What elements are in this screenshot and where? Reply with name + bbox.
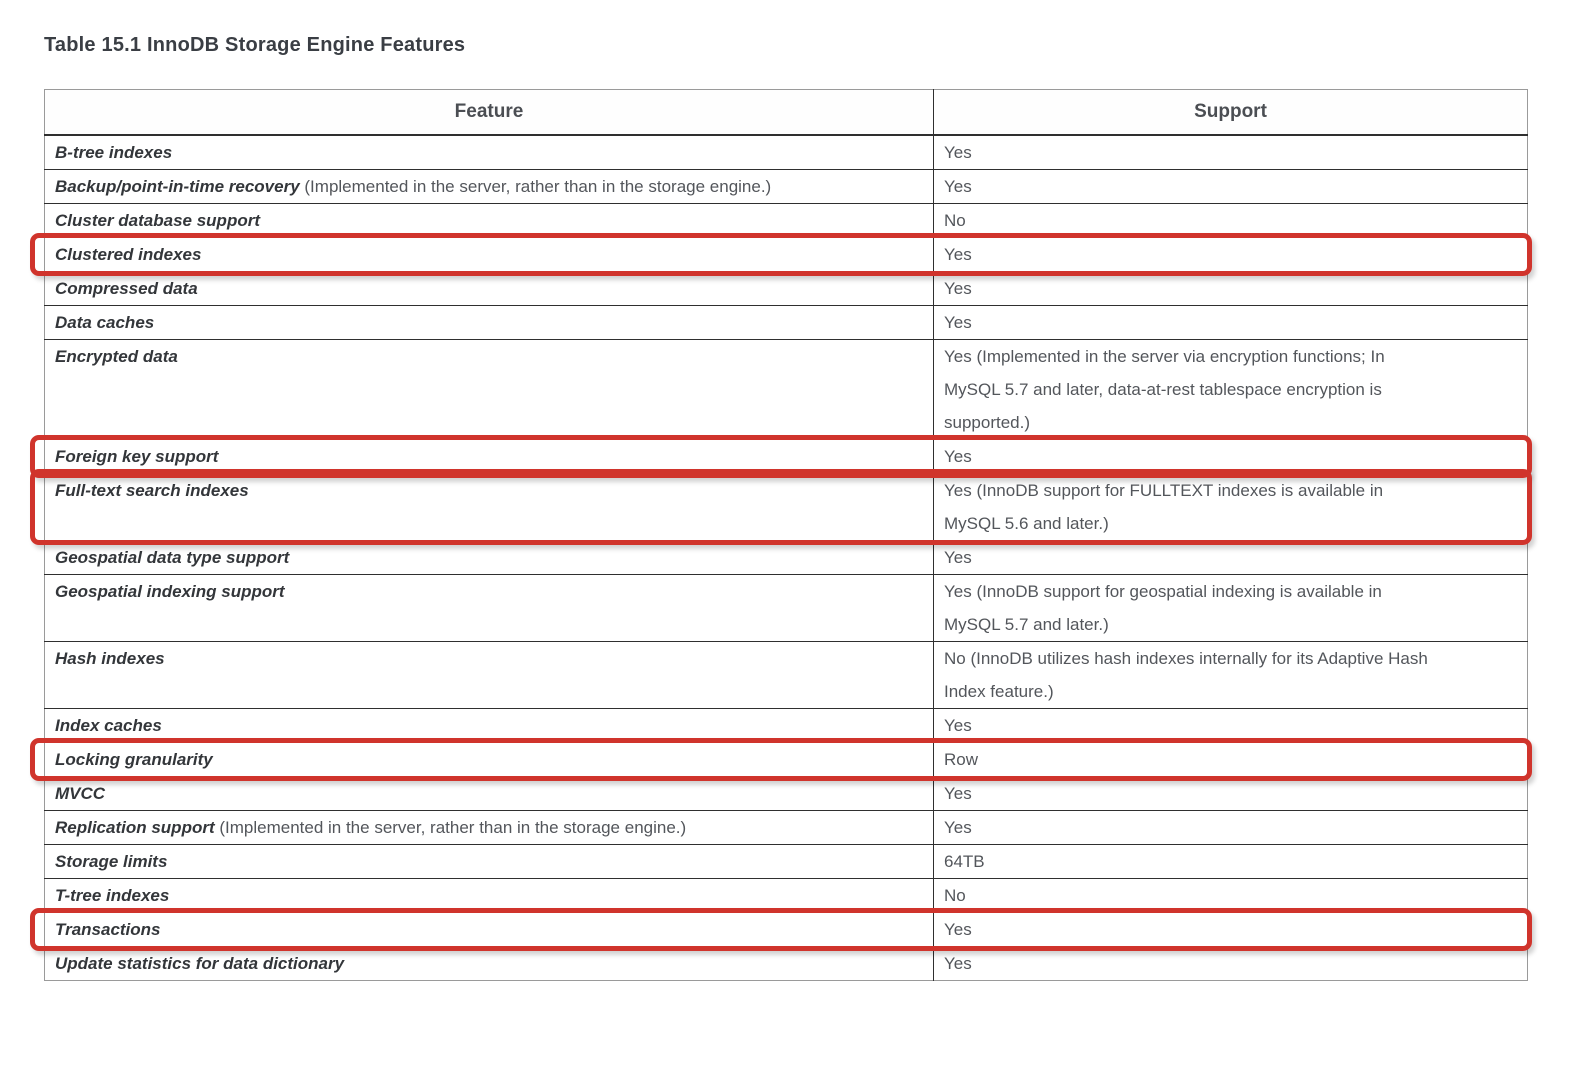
feature-cell <box>45 947 934 981</box>
feature-name: B-tree indexes <box>55 143 173 162</box>
support-cell: Yes (Implemented in the server via encryption functions; In MySQL 5.7 and later, data-at-rest tablespace encryption is supported.) <box>934 340 1528 440</box>
table-header <box>45 90 1528 136</box>
feature-name: Encrypted data <box>55 347 178 366</box>
feature-name: Compressed data <box>55 279 198 298</box>
support-cell: Yes <box>934 709 1528 743</box>
feature-name: Locking granularity <box>55 750 213 769</box>
support-cell: Yes <box>934 947 1528 981</box>
support-cell: Yes <box>934 135 1528 170</box>
table-row <box>45 170 1528 204</box>
feature-cell <box>45 135 934 170</box>
table-row <box>45 474 1528 541</box>
table-row <box>45 709 1528 743</box>
feature-cell <box>45 575 934 642</box>
table-row <box>45 306 1528 340</box>
feature-name: Update statistics for data dictionary <box>55 954 345 973</box>
support-cell: Yes <box>934 913 1528 947</box>
support-cell: Yes (InnoDB support for geospatial indexing is available in MySQL 5.7 and later.) <box>934 575 1528 642</box>
feature-name: MVCC <box>55 784 106 803</box>
feature-cell <box>45 913 934 947</box>
feature-cell <box>45 845 934 879</box>
feature-table-body <box>45 135 1528 981</box>
support-cell: No <box>934 879 1528 913</box>
column-header-support: Support <box>934 90 1528 136</box>
support-cell: Yes <box>934 811 1528 845</box>
support-cell: Row <box>934 743 1528 777</box>
feature-cell <box>45 541 934 575</box>
feature-name: Backup/point-in-time recovery <box>55 177 300 196</box>
table-row <box>45 777 1528 811</box>
feature-note: (Implemented in the server, rather than in the storage engine.) <box>214 818 687 837</box>
feature-note: (Implemented in the server, rather than in the storage engine.) <box>299 177 772 196</box>
table-row <box>45 541 1528 575</box>
table-row <box>45 947 1528 981</box>
feature-name: Geospatial data type support <box>55 548 290 567</box>
feature-name: Cluster database support <box>55 211 260 230</box>
support-cell: Yes <box>934 440 1528 474</box>
feature-name: Replication support <box>55 818 215 837</box>
table-row <box>45 575 1528 642</box>
support-cell: Yes <box>934 777 1528 811</box>
support-cell: Yes <box>934 272 1528 306</box>
support-cell: Yes <box>934 238 1528 272</box>
feature-name: Data caches <box>55 313 155 332</box>
table-row <box>45 743 1528 777</box>
table-row <box>45 238 1528 272</box>
feature-cell <box>45 474 934 541</box>
feature-cell <box>45 272 934 306</box>
feature-cell <box>45 170 934 204</box>
feature-cell <box>45 340 934 440</box>
feature-name: Index caches <box>55 716 162 735</box>
header-row <box>45 90 1528 136</box>
table-row <box>45 913 1528 947</box>
table-row <box>45 135 1528 170</box>
table-row <box>45 642 1528 709</box>
feature-name: Full-text search indexes <box>55 481 249 500</box>
table-row <box>45 845 1528 879</box>
table-row <box>45 440 1528 474</box>
support-cell: No <box>934 204 1528 238</box>
table-row <box>45 811 1528 845</box>
feature-cell <box>45 642 934 709</box>
feature-cell <box>45 777 934 811</box>
feature-cell <box>45 709 934 743</box>
feature-cell <box>45 743 934 777</box>
feature-name: T-tree indexes <box>55 886 170 905</box>
feature-name: Storage limits <box>55 852 168 871</box>
feature-name: Transactions <box>55 920 161 939</box>
support-cell: Yes <box>934 170 1528 204</box>
feature-name: Foreign key support <box>55 447 219 466</box>
feature-table <box>44 89 1528 981</box>
table-row <box>45 340 1528 440</box>
feature-cell <box>45 204 934 238</box>
table-row <box>45 204 1528 238</box>
feature-cell <box>45 440 934 474</box>
support-cell: Yes (InnoDB support for FULLTEXT indexes is available in MySQL 5.6 and later.) <box>934 474 1528 541</box>
support-cell: No (InnoDB utilizes hash indexes internally for its Adaptive Hash Index feature.) <box>934 642 1528 709</box>
feature-cell <box>45 879 934 913</box>
feature-name: Hash indexes <box>55 649 165 668</box>
support-cell: Yes <box>934 541 1528 575</box>
feature-cell <box>45 306 934 340</box>
support-cell: Yes <box>934 306 1528 340</box>
feature-name: Geospatial indexing support <box>55 582 285 601</box>
table-row <box>45 879 1528 913</box>
column-header-feature: Feature <box>45 90 934 136</box>
support-cell: 64TB <box>934 845 1528 879</box>
table-wrapper <box>44 89 1527 981</box>
feature-cell <box>45 811 934 845</box>
feature-name: Clustered indexes <box>55 245 202 264</box>
page-title: Table 15.1 InnoDB Storage Engine Features <box>44 34 466 56</box>
feature-cell <box>45 238 934 272</box>
table-row <box>45 272 1528 306</box>
